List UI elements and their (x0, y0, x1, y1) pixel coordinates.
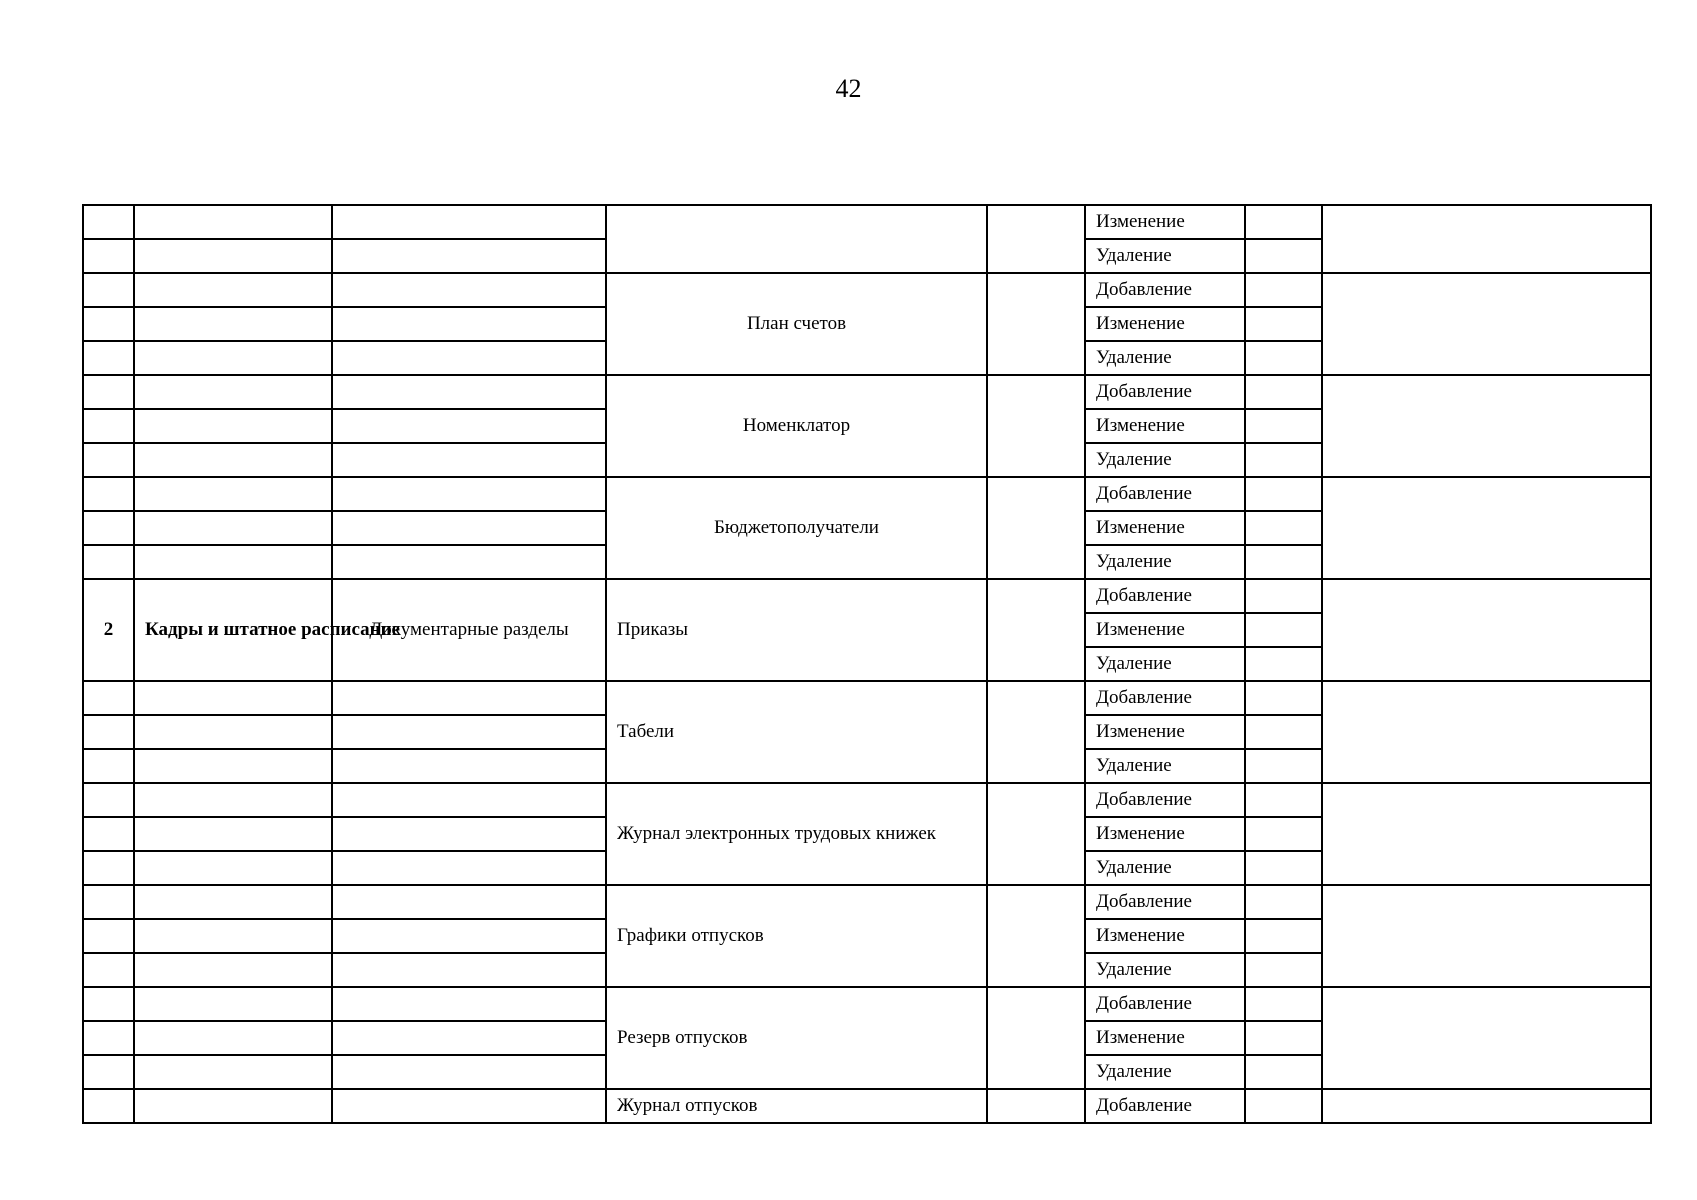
category-cell (134, 885, 332, 919)
category-cell (134, 375, 332, 409)
operation-cell: Изменение (1085, 919, 1245, 953)
section-cell (332, 681, 606, 715)
notes-cell (1322, 579, 1651, 681)
blank-cell (1245, 273, 1322, 307)
blank-cell (1245, 409, 1322, 443)
section-cell (332, 885, 606, 919)
blank-cell (1245, 885, 1322, 919)
section-cell (332, 783, 606, 817)
notes-cell (1322, 885, 1651, 987)
operation-cell: Изменение (1085, 511, 1245, 545)
operation-cell: Изменение (1085, 715, 1245, 749)
section-cell (332, 817, 606, 851)
category-cell (134, 783, 332, 817)
section-cell (332, 919, 606, 953)
operation-cell: Удаление (1085, 1055, 1245, 1089)
operation-cell: Изменение (1085, 307, 1245, 341)
operation-cell: Добавление (1085, 1089, 1245, 1123)
blank-cell (1245, 749, 1322, 783)
object-name-cell: Табели (606, 681, 987, 783)
operation-cell: Удаление (1085, 647, 1245, 681)
page-number: 42 (835, 74, 862, 103)
row-number-cell (83, 375, 134, 409)
operation-cell: Добавление (1085, 681, 1245, 715)
notes-cell (1322, 205, 1651, 273)
blank-cell (987, 681, 1085, 783)
table-row (83, 783, 1651, 817)
category-cell (134, 511, 332, 545)
blank-cell (1245, 953, 1322, 987)
section-cell (332, 477, 606, 511)
category-cell (134, 239, 332, 273)
table-row (83, 1089, 1651, 1123)
notes-cell (1322, 375, 1651, 477)
blank-cell (1245, 715, 1322, 749)
table-row (83, 885, 1651, 919)
table-row (83, 205, 1651, 239)
object-name-cell: Номенклатор (606, 375, 987, 477)
blank-cell (1245, 341, 1322, 375)
blank-cell (987, 885, 1085, 987)
section-cell (332, 1021, 606, 1055)
operation-cell: Изменение (1085, 613, 1245, 647)
row-number-cell (83, 1089, 134, 1123)
section-cell (332, 1055, 606, 1089)
blank-cell (1245, 1055, 1322, 1089)
object-name-cell: Графики отпусков (606, 885, 987, 987)
operation-cell: Добавление (1085, 885, 1245, 919)
category-cell (134, 681, 332, 715)
notes-cell (1322, 1089, 1651, 1123)
row-number-cell (83, 953, 134, 987)
category-cell (134, 341, 332, 375)
blank-cell (1245, 443, 1322, 477)
blank-cell (987, 579, 1085, 681)
row-number-cell: 2 (83, 579, 134, 681)
category-cell (134, 443, 332, 477)
blank-cell (1245, 477, 1322, 511)
operation-cell: Добавление (1085, 783, 1245, 817)
section-cell (332, 443, 606, 477)
section-cell (332, 953, 606, 987)
row-number-cell (83, 511, 134, 545)
object-name-cell: Журнал электронных трудовых книжек (606, 783, 987, 885)
row-number-cell (83, 307, 134, 341)
section-cell (332, 273, 606, 307)
row-number-cell (83, 443, 134, 477)
table-row (83, 579, 1651, 613)
row-number-cell (83, 341, 134, 375)
row-number-cell (83, 681, 134, 715)
document-table (82, 204, 1652, 1124)
row-number-cell (83, 749, 134, 783)
section-cell (332, 511, 606, 545)
operation-cell: Изменение (1085, 817, 1245, 851)
section-cell (332, 307, 606, 341)
section-cell (332, 375, 606, 409)
blank-cell (1245, 1089, 1322, 1123)
section-cell (332, 205, 606, 239)
notes-cell (1322, 783, 1651, 885)
blank-cell (1245, 239, 1322, 273)
section-cell (332, 851, 606, 885)
blank-cell (1245, 987, 1322, 1021)
object-name-cell: Приказы (606, 579, 987, 681)
table-row (83, 987, 1651, 1021)
blank-cell (987, 477, 1085, 579)
object-name-cell: Бюджетополучатели (606, 477, 987, 579)
row-number-cell (83, 273, 134, 307)
category-cell (134, 409, 332, 443)
category-cell (134, 715, 332, 749)
section-cell (332, 239, 606, 273)
blank-cell (1245, 851, 1322, 885)
row-number-cell (83, 919, 134, 953)
row-number-cell (83, 477, 134, 511)
blank-cell (987, 783, 1085, 885)
category-cell (134, 273, 332, 307)
table-row (83, 375, 1651, 409)
section-cell (332, 341, 606, 375)
category-cell (134, 749, 332, 783)
category-cell (134, 1055, 332, 1089)
section-cell: Документарные разделы (332, 579, 606, 681)
category-cell (134, 205, 332, 239)
blank-cell (1245, 579, 1322, 613)
blank-cell (1245, 647, 1322, 681)
blank-cell (1245, 681, 1322, 715)
notes-cell (1322, 477, 1651, 579)
notes-cell (1322, 987, 1651, 1089)
blank-cell (987, 205, 1085, 273)
row-number-cell (83, 817, 134, 851)
category-cell (134, 1021, 332, 1055)
row-number-cell (83, 409, 134, 443)
category-cell (134, 919, 332, 953)
blank-cell (987, 273, 1085, 375)
operation-cell: Добавление (1085, 579, 1245, 613)
row-number-cell (83, 545, 134, 579)
category-cell (134, 1089, 332, 1123)
blank-cell (1245, 375, 1322, 409)
operation-cell: Изменение (1085, 409, 1245, 443)
row-number-cell (83, 1055, 134, 1089)
table-row (83, 681, 1651, 715)
section-cell (332, 987, 606, 1021)
notes-cell (1322, 273, 1651, 375)
object-name-cell (606, 205, 987, 273)
operation-cell: Удаление (1085, 545, 1245, 579)
section-cell (332, 715, 606, 749)
section-cell (332, 545, 606, 579)
category-cell (134, 953, 332, 987)
operation-cell: Удаление (1085, 953, 1245, 987)
operation-cell: Удаление (1085, 239, 1245, 273)
row-number-cell (83, 715, 134, 749)
object-name-cell: Журнал отпусков (606, 1089, 987, 1123)
category-cell (134, 851, 332, 885)
section-cell (332, 1089, 606, 1123)
object-name-cell: Резерв отпусков (606, 987, 987, 1089)
category-cell (134, 545, 332, 579)
table-row (83, 477, 1651, 511)
operation-cell: Удаление (1085, 851, 1245, 885)
blank-cell (987, 987, 1085, 1089)
section-cell (332, 749, 606, 783)
category-cell (134, 987, 332, 1021)
blank-cell (987, 375, 1085, 477)
operation-cell: Удаление (1085, 749, 1245, 783)
row-number-cell (83, 239, 134, 273)
blank-cell (1245, 545, 1322, 579)
operation-cell: Изменение (1085, 1021, 1245, 1055)
blank-cell (1245, 205, 1322, 239)
section-cell (332, 409, 606, 443)
operation-cell: Изменение (1085, 205, 1245, 239)
row-number-cell (83, 1021, 134, 1055)
operation-cell: Добавление (1085, 273, 1245, 307)
row-number-cell (83, 783, 134, 817)
blank-cell (1245, 1021, 1322, 1055)
category-cell (134, 307, 332, 341)
operation-cell: Удаление (1085, 443, 1245, 477)
operation-cell: Добавление (1085, 477, 1245, 511)
blank-cell (1245, 613, 1322, 647)
blank-cell (1245, 919, 1322, 953)
blank-cell (1245, 307, 1322, 341)
blank-cell (1245, 511, 1322, 545)
operation-cell: Удаление (1085, 341, 1245, 375)
row-number-cell (83, 205, 134, 239)
blank-cell (1245, 783, 1322, 817)
notes-cell (1322, 681, 1651, 783)
row-number-cell (83, 885, 134, 919)
category-cell (134, 817, 332, 851)
row-number-cell (83, 851, 134, 885)
blank-cell (1245, 817, 1322, 851)
row-number-cell (83, 987, 134, 1021)
operation-cell: Добавление (1085, 375, 1245, 409)
table-row (83, 273, 1651, 307)
blank-cell (987, 1089, 1085, 1123)
category-cell: Кадры и штатное расписание (134, 579, 332, 681)
operation-cell: Добавление (1085, 987, 1245, 1021)
category-cell (134, 477, 332, 511)
object-name-cell: План счетов (606, 273, 987, 375)
